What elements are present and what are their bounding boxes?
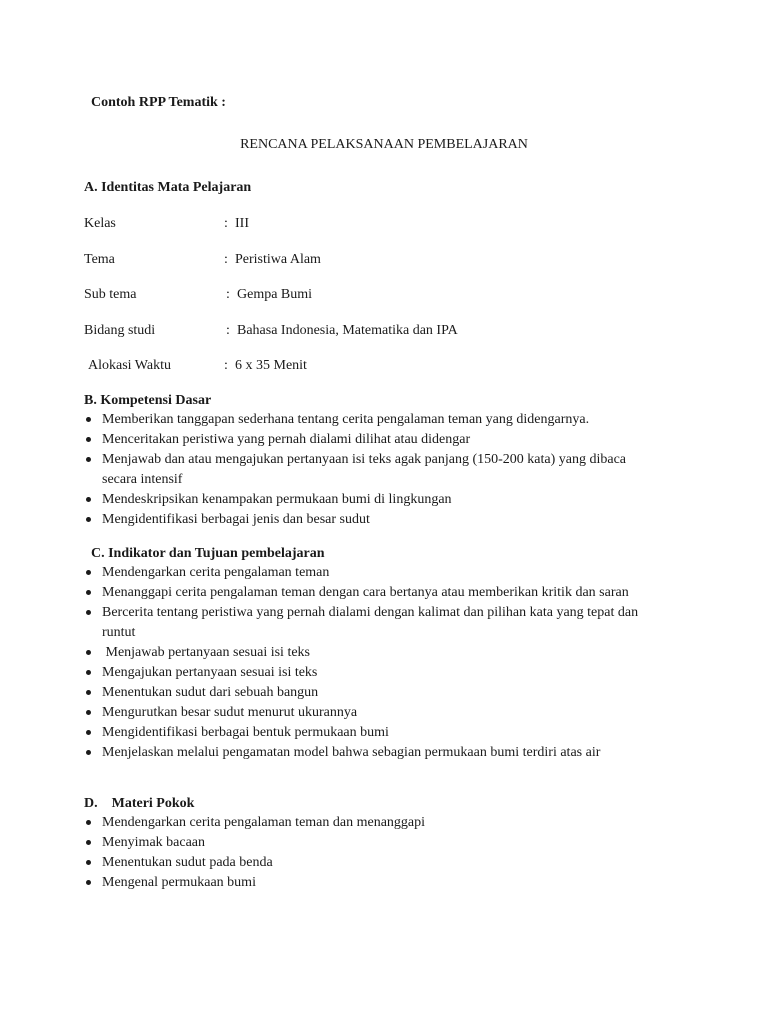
identity-value: 6 x 35 Menit xyxy=(235,358,307,373)
identity-label: Bidang studi xyxy=(84,323,156,338)
bullet-icon xyxy=(86,650,91,655)
identity-separator: : xyxy=(226,287,230,302)
list-item: Bercerita tentang peristiwa yang pernah dialami dengan kalimat dan pilihan kata yang tepat dan runtut xyxy=(84,603,672,643)
bullet-icon xyxy=(86,690,91,695)
identity-separator: : xyxy=(224,216,228,231)
list-item: Mengajukan pertanyaan sesuai isi teks xyxy=(84,663,644,683)
bullet-icon xyxy=(86,570,91,575)
list-item: Menjelaskan melalui pengamatan model bahwa sebagian permukaan bumi terdiri atas air xyxy=(84,743,702,763)
intro-text: Contoh RPP Tematik : xyxy=(91,95,226,110)
identity-label: Sub tema xyxy=(84,287,137,302)
bullet-icon xyxy=(86,880,91,885)
identity-value: III xyxy=(235,216,249,231)
section-b-heading: B. Kompetensi Dasar xyxy=(84,393,212,408)
section-b-list xyxy=(84,410,644,530)
list-item: Menjawab pertanyaan sesuai isi teks xyxy=(84,643,644,663)
list-item: Menanggapi cerita pengalaman teman dengan cara bertanya atau memberikan kritik dan saran xyxy=(84,583,632,603)
bullet-icon xyxy=(86,710,91,715)
bullet-icon xyxy=(86,517,91,522)
identity-label: Tema xyxy=(84,252,115,267)
bullet-icon xyxy=(86,417,91,422)
bullet-icon xyxy=(86,840,91,845)
bullet-icon xyxy=(86,750,91,755)
list-item: Memberikan tanggapan sederhana tentang cerita pengalaman teman yang didengarnya. xyxy=(84,410,644,430)
bullet-icon xyxy=(86,860,91,865)
section-d-heading: D. Materi Pokok xyxy=(84,796,195,811)
bullet-icon xyxy=(86,437,91,442)
list-item: Mengidentifikasi berbagai bentuk permukaan bumi xyxy=(84,723,644,743)
section-d-list xyxy=(84,813,644,893)
identity-value: Bahasa Indonesia, Matematika dan IPA xyxy=(237,323,458,338)
list-item: Mendengarkan cerita pengalaman teman xyxy=(84,563,644,583)
bullet-icon xyxy=(86,457,91,462)
list-item: Mendengarkan cerita pengalaman teman dan menanggapi xyxy=(84,813,644,833)
list-item: Mengurutkan besar sudut menurut ukurannya xyxy=(84,703,644,723)
bullet-icon xyxy=(86,590,91,595)
list-item: Menyimak bacaan xyxy=(84,833,644,853)
list-item: Menjawab dan atau mengajukan pertanyaan isi teks agak panjang (150-200 kata) yang dibaca secara intensif xyxy=(84,450,642,490)
identity-value: Gempa Bumi xyxy=(237,287,313,302)
list-item: Menentukan sudut pada benda xyxy=(84,853,644,873)
list-item: Mengidentifikasi berbagai jenis dan besar sudut xyxy=(84,510,644,530)
bullet-icon xyxy=(86,670,91,675)
list-item: Mengenal permukaan bumi xyxy=(84,873,644,893)
section-c-heading: C. Indikator dan Tujuan pembelajaran xyxy=(91,546,325,561)
document-title: RENCANA PELAKSANAAN PEMBELAJARAN xyxy=(240,137,528,152)
section-a-heading: A. Identitas Mata Pelajaran xyxy=(84,180,252,195)
identity-separator: : xyxy=(224,252,228,267)
list-item: Mendeskripsikan kenampakan permukaan bumi di lingkungan xyxy=(84,490,644,510)
bullet-icon xyxy=(86,820,91,825)
identity-label: Kelas xyxy=(84,216,116,231)
bullet-icon xyxy=(86,730,91,735)
identity-value: Peristiwa Alam xyxy=(235,252,321,267)
list-item: Menentukan sudut dari sebuah bangun xyxy=(84,683,644,703)
bullet-icon xyxy=(86,497,91,502)
identity-label: Alokasi Waktu xyxy=(88,358,171,373)
identity-separator: : xyxy=(224,358,228,373)
section-c-list xyxy=(84,563,644,763)
identity-separator: : xyxy=(226,323,230,338)
bullet-icon xyxy=(86,610,91,615)
list-item: Menceritakan peristiwa yang pernah dialami dilihat atau didengar xyxy=(84,430,644,450)
